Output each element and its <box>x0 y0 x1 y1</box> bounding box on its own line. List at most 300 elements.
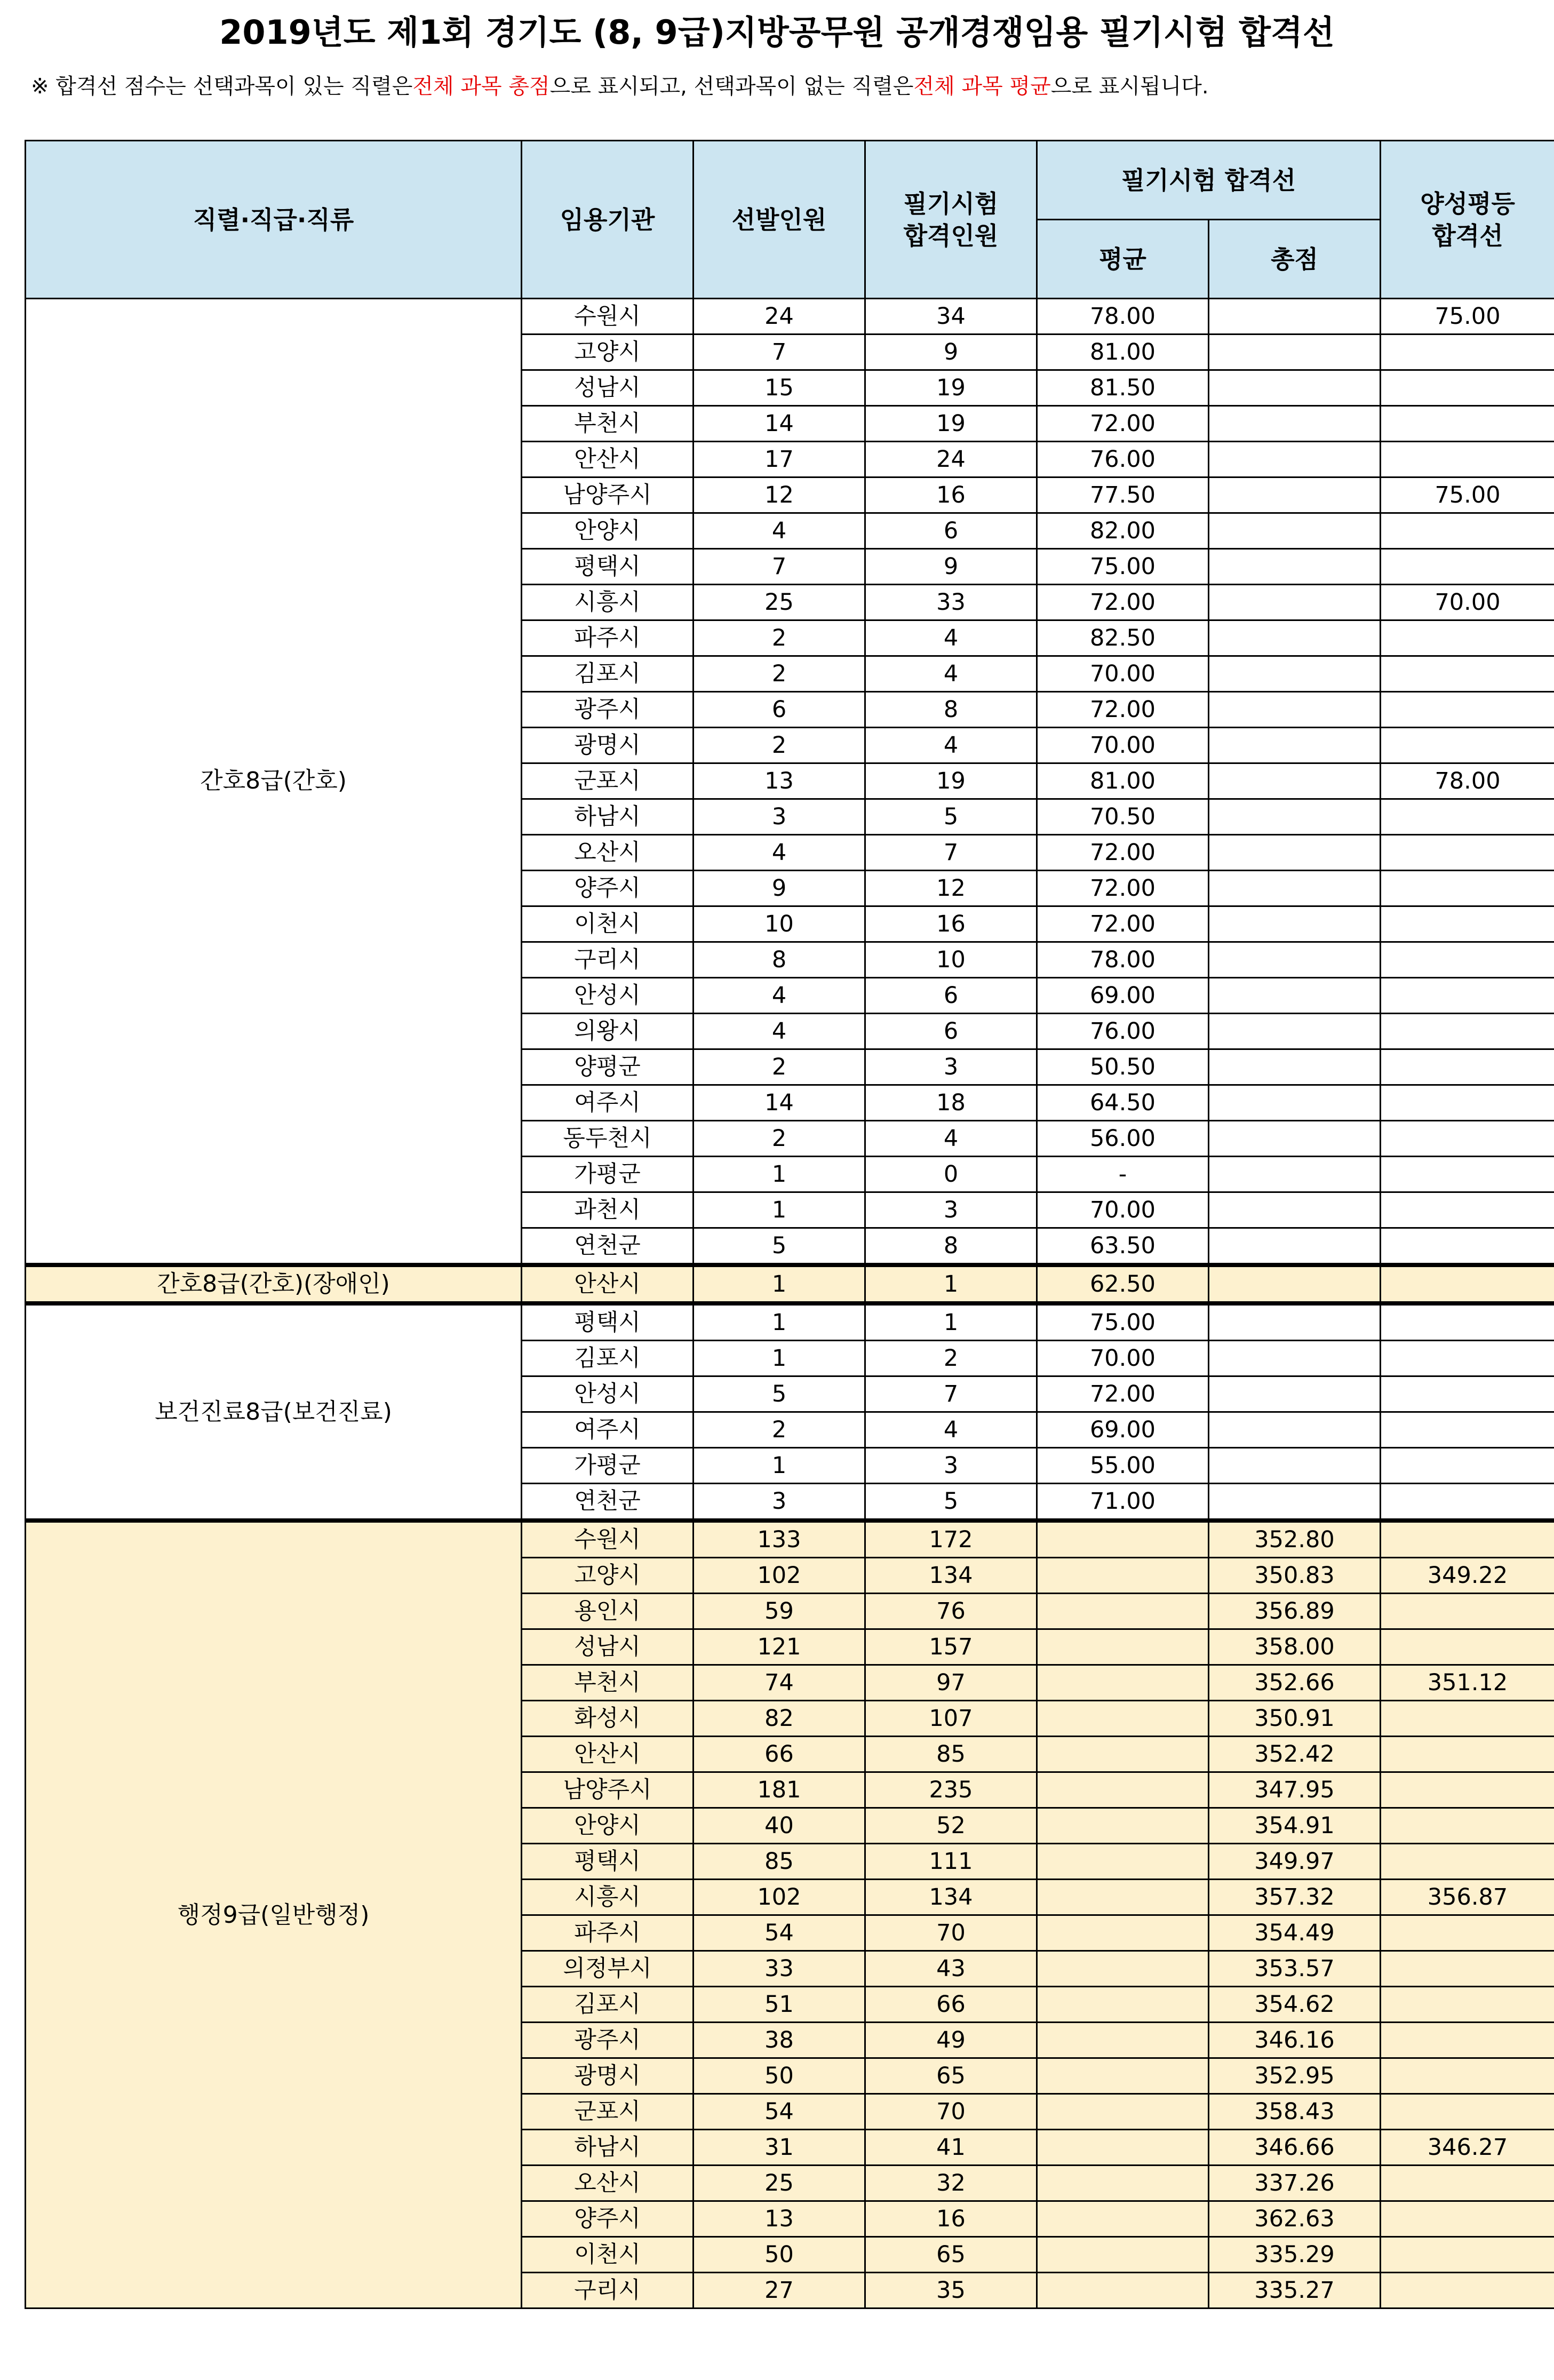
average-cell: 72.00 <box>1037 692 1209 728</box>
passed-cell: 97 <box>865 1665 1037 1701</box>
total-cell: 337.26 <box>1209 2166 1381 2201</box>
passed-cell: 4 <box>865 1412 1037 1448</box>
equality-cell <box>1381 406 1554 442</box>
equality-cell: 78.00 <box>1381 763 1554 799</box>
equality-cell: 349.22 <box>1381 1558 1554 1594</box>
selected-cell: 5 <box>694 1228 865 1265</box>
total-cell: 358.00 <box>1209 1629 1381 1665</box>
agency-cell: 시흥시 <box>522 585 694 620</box>
average-cell: 82.00 <box>1037 513 1209 549</box>
total-cell <box>1209 1484 1381 1521</box>
average-cell: 62.50 <box>1037 1265 1209 1303</box>
header-total: 총점 <box>1209 220 1381 299</box>
average-cell: - <box>1037 1157 1209 1192</box>
passed-cell: 172 <box>865 1521 1037 1558</box>
average-cell <box>1037 1737 1209 1772</box>
agency-cell: 양주시 <box>522 871 694 906</box>
agency-cell: 부천시 <box>522 406 694 442</box>
total-cell: 335.27 <box>1209 2273 1381 2309</box>
passed-cell: 157 <box>865 1629 1037 1665</box>
average-cell <box>1037 1808 1209 1844</box>
position-cell: 간호8급(간호) <box>26 299 522 1265</box>
selected-cell: 1 <box>694 1192 865 1228</box>
equality-cell <box>1381 1737 1554 1772</box>
agency-cell: 안산시 <box>522 1737 694 1772</box>
average-cell: 81.50 <box>1037 370 1209 406</box>
total-cell: 349.97 <box>1209 1844 1381 1880</box>
agency-cell: 성남시 <box>522 1629 694 1665</box>
agency-cell: 연천군 <box>522 1228 694 1265</box>
total-cell <box>1209 1376 1381 1412</box>
average-cell <box>1037 1844 1209 1880</box>
passed-cell: 6 <box>865 1014 1037 1049</box>
total-cell <box>1209 835 1381 871</box>
agency-cell: 이천시 <box>522 906 694 942</box>
header-equality-line2: 합격선 <box>1432 221 1503 250</box>
average-cell: 71.00 <box>1037 1484 1209 1521</box>
selected-cell: 121 <box>694 1629 865 1665</box>
agency-cell: 가평군 <box>522 1448 694 1484</box>
equality-cell <box>1381 335 1554 370</box>
passed-cell: 41 <box>865 2130 1037 2166</box>
passed-cell: 85 <box>865 1737 1037 1772</box>
passed-cell: 8 <box>865 692 1037 728</box>
selected-cell: 51 <box>694 1987 865 2023</box>
average-cell: 72.00 <box>1037 406 1209 442</box>
agency-cell: 안산시 <box>522 442 694 477</box>
total-cell <box>1209 656 1381 692</box>
equality-cell <box>1381 620 1554 656</box>
average-cell <box>1037 1880 1209 1915</box>
total-cell <box>1209 942 1381 978</box>
total-cell <box>1209 978 1381 1014</box>
note-middle: 으로 표시되고, 선택과목이 없는 직렬은 <box>549 74 914 99</box>
passed-cell: 3 <box>865 1192 1037 1228</box>
header-selected: 선발인원 <box>694 141 865 299</box>
header-average: 평균 <box>1037 220 1209 299</box>
average-cell <box>1037 1915 1209 1951</box>
agency-cell: 수원시 <box>522 1521 694 1558</box>
average-cell: 78.00 <box>1037 942 1209 978</box>
table-body <box>26 299 1554 2309</box>
selected-cell: 2 <box>694 1121 865 1157</box>
total-cell <box>1209 1157 1381 1192</box>
average-cell <box>1037 2166 1209 2201</box>
average-cell: 70.00 <box>1037 1192 1209 1228</box>
average-cell <box>1037 1594 1209 1629</box>
selected-cell: 102 <box>694 1880 865 1915</box>
selected-cell: 9 <box>694 871 865 906</box>
passed-cell: 16 <box>865 477 1037 513</box>
equality-cell <box>1381 1521 1554 1558</box>
average-cell <box>1037 1701 1209 1737</box>
table-row <box>26 1265 1554 1303</box>
selected-cell: 4 <box>694 513 865 549</box>
passed-cell: 1 <box>865 1303 1037 1341</box>
equality-cell <box>1381 1594 1554 1629</box>
note-highlight-average: 전체 과목 평균 <box>913 74 1051 99</box>
average-cell <box>1037 1772 1209 1808</box>
agency-cell: 광주시 <box>522 692 694 728</box>
total-cell <box>1209 692 1381 728</box>
selected-cell: 1 <box>694 1341 865 1376</box>
total-cell <box>1209 763 1381 799</box>
equality-cell <box>1381 1915 1554 1951</box>
total-cell <box>1209 1014 1381 1049</box>
agency-cell: 안양시 <box>522 513 694 549</box>
equality-cell <box>1381 1951 1554 1987</box>
agency-cell: 파주시 <box>522 1915 694 1951</box>
equality-cell <box>1381 2273 1554 2309</box>
average-cell: 75.00 <box>1037 549 1209 585</box>
selected-cell: 50 <box>694 2237 865 2273</box>
total-cell: 362.63 <box>1209 2201 1381 2237</box>
passed-cell: 18 <box>865 1085 1037 1121</box>
total-cell <box>1209 513 1381 549</box>
selected-cell: 25 <box>694 2166 865 2201</box>
equality-cell <box>1381 1412 1554 1448</box>
selected-cell: 40 <box>694 1808 865 1844</box>
agency-cell: 고양시 <box>522 1558 694 1594</box>
agency-cell: 여주시 <box>522 1412 694 1448</box>
table-row <box>26 299 1554 335</box>
average-cell: 76.00 <box>1037 442 1209 477</box>
agency-cell: 김포시 <box>522 1987 694 2023</box>
selected-cell: 3 <box>694 799 865 835</box>
equality-cell <box>1381 1448 1554 1484</box>
page-title: 2019년도 제1회 경기도 (8, 9급)지방공무원 공개경쟁임용 필기시험 합격선 <box>219 12 1335 52</box>
total-cell <box>1209 1303 1381 1341</box>
header-position: 직렬·직급·직류 <box>26 141 522 299</box>
total-cell <box>1209 871 1381 906</box>
agency-cell: 광주시 <box>522 2023 694 2058</box>
selected-cell: 2 <box>694 1049 865 1085</box>
selected-cell: 102 <box>694 1558 865 1594</box>
total-cell: 354.91 <box>1209 1808 1381 1844</box>
passed-cell: 2 <box>865 1341 1037 1376</box>
selected-cell: 2 <box>694 728 865 763</box>
total-cell <box>1209 1341 1381 1376</box>
total-cell <box>1209 728 1381 763</box>
total-cell <box>1209 1121 1381 1157</box>
total-cell: 352.95 <box>1209 2058 1381 2094</box>
average-cell: 50.50 <box>1037 1049 1209 1085</box>
agency-cell: 안성시 <box>522 978 694 1014</box>
average-cell: 81.00 <box>1037 763 1209 799</box>
selected-cell: 181 <box>694 1772 865 1808</box>
selected-cell: 54 <box>694 2094 865 2130</box>
selected-cell: 7 <box>694 549 865 585</box>
average-cell: 70.50 <box>1037 799 1209 835</box>
note-highlight-total: 전체 과목 총점 <box>412 74 550 99</box>
selected-cell: 31 <box>694 2130 865 2166</box>
passed-cell: 32 <box>865 2166 1037 2201</box>
selected-cell: 2 <box>694 1412 865 1448</box>
selected-cell: 2 <box>694 620 865 656</box>
passed-cell: 19 <box>865 370 1037 406</box>
average-cell <box>1037 2201 1209 2237</box>
average-cell <box>1037 1558 1209 1594</box>
passed-cell: 4 <box>865 728 1037 763</box>
equality-cell <box>1381 1772 1554 1808</box>
passed-cell: 49 <box>865 2023 1037 2058</box>
agency-cell: 시흥시 <box>522 1880 694 1915</box>
total-cell <box>1209 442 1381 477</box>
passed-cell: 12 <box>865 871 1037 906</box>
average-cell: 69.00 <box>1037 978 1209 1014</box>
agency-cell: 고양시 <box>522 335 694 370</box>
passed-cell: 134 <box>865 1880 1037 1915</box>
passed-cell: 6 <box>865 978 1037 1014</box>
total-cell: 346.16 <box>1209 2023 1381 2058</box>
position-cell: 간호8급(간호)(장애인) <box>26 1265 522 1303</box>
average-cell: 63.50 <box>1037 1228 1209 1265</box>
agency-cell: 과천시 <box>522 1192 694 1228</box>
passed-cell: 3 <box>865 1049 1037 1085</box>
equality-cell <box>1381 2094 1554 2130</box>
header-cutoff-group: 필기시험 합격선 <box>1037 141 1381 220</box>
passed-cell: 76 <box>865 1594 1037 1629</box>
selected-cell: 3 <box>694 1484 865 1521</box>
total-cell: 352.80 <box>1209 1521 1381 1558</box>
average-cell: 55.00 <box>1037 1448 1209 1484</box>
equality-cell <box>1381 1844 1554 1880</box>
equality-cell <box>1381 2058 1554 2094</box>
position-cell: 행정9급(일반행정) <box>26 1521 522 2309</box>
total-cell: 352.42 <box>1209 1737 1381 1772</box>
passed-cell: 3 <box>865 1448 1037 1484</box>
agency-cell: 의왕시 <box>522 1014 694 1049</box>
selected-cell: 38 <box>694 2023 865 2058</box>
passed-cell: 19 <box>865 406 1037 442</box>
total-cell <box>1209 299 1381 335</box>
header-equality-line1: 양성평등 <box>1420 189 1515 218</box>
total-cell <box>1209 620 1381 656</box>
average-cell: 70.00 <box>1037 656 1209 692</box>
total-cell: 335.29 <box>1209 2237 1381 2273</box>
total-cell: 354.49 <box>1209 1915 1381 1951</box>
agency-cell: 용인시 <box>522 1594 694 1629</box>
total-cell: 353.57 <box>1209 1951 1381 1987</box>
selected-cell: 4 <box>694 835 865 871</box>
total-cell <box>1209 585 1381 620</box>
total-cell: 356.89 <box>1209 1594 1381 1629</box>
average-cell: 77.50 <box>1037 477 1209 513</box>
passed-cell: 10 <box>865 942 1037 978</box>
average-cell: 76.00 <box>1037 1014 1209 1049</box>
passed-cell: 70 <box>865 2094 1037 2130</box>
selected-cell: 14 <box>694 406 865 442</box>
header-passed <box>865 141 1037 299</box>
agency-cell: 남양주시 <box>522 477 694 513</box>
passed-cell: 4 <box>865 656 1037 692</box>
equality-cell <box>1381 728 1554 763</box>
equality-cell <box>1381 1376 1554 1412</box>
total-cell <box>1209 1049 1381 1085</box>
total-cell: 347.95 <box>1209 1772 1381 1808</box>
average-cell <box>1037 1521 1209 1558</box>
selected-cell: 66 <box>694 1737 865 1772</box>
equality-cell: 70.00 <box>1381 585 1554 620</box>
equality-cell <box>1381 549 1554 585</box>
selected-cell: 4 <box>694 978 865 1014</box>
equality-cell <box>1381 1303 1554 1341</box>
agency-cell: 오산시 <box>522 2166 694 2201</box>
agency-cell: 의정부시 <box>522 1951 694 1987</box>
selected-cell: 85 <box>694 1844 865 1880</box>
average-cell: 70.00 <box>1037 1341 1209 1376</box>
equality-cell <box>1381 1228 1554 1265</box>
selected-cell: 54 <box>694 1915 865 1951</box>
average-cell: 82.50 <box>1037 620 1209 656</box>
average-cell: 72.00 <box>1037 835 1209 871</box>
equality-cell: 75.00 <box>1381 299 1554 335</box>
average-cell <box>1037 1951 1209 1987</box>
passed-cell: 66 <box>865 1987 1037 2023</box>
equality-cell: 351.12 <box>1381 1665 1554 1701</box>
header-equality <box>1381 141 1554 299</box>
selected-cell: 2 <box>694 656 865 692</box>
passed-cell: 8 <box>865 1228 1037 1265</box>
selected-cell: 15 <box>694 370 865 406</box>
equality-cell <box>1381 978 1554 1014</box>
average-cell: 75.00 <box>1037 1303 1209 1341</box>
average-cell <box>1037 2094 1209 2130</box>
average-cell: 64.50 <box>1037 1085 1209 1121</box>
average-cell: 81.00 <box>1037 335 1209 370</box>
selected-cell: 74 <box>694 1665 865 1701</box>
agency-cell: 안양시 <box>522 1808 694 1844</box>
agency-cell: 남양주시 <box>522 1772 694 1808</box>
equality-cell <box>1381 513 1554 549</box>
average-cell: 69.00 <box>1037 1412 1209 1448</box>
agency-cell: 연천군 <box>522 1484 694 1521</box>
passed-cell: 70 <box>865 1915 1037 1951</box>
agency-cell: 여주시 <box>522 1085 694 1121</box>
total-cell <box>1209 1448 1381 1484</box>
total-cell <box>1209 335 1381 370</box>
agency-cell: 안산시 <box>522 1265 694 1303</box>
passed-cell: 7 <box>865 835 1037 871</box>
equality-cell <box>1381 1085 1554 1121</box>
agency-cell: 하남시 <box>522 2130 694 2166</box>
equality-cell <box>1381 942 1554 978</box>
selected-cell: 82 <box>694 1701 865 1737</box>
average-cell: 72.00 <box>1037 1376 1209 1412</box>
agency-cell: 동두천시 <box>522 1121 694 1157</box>
agency-cell: 수원시 <box>522 299 694 335</box>
selected-cell: 10 <box>694 906 865 942</box>
passed-cell: 5 <box>865 1484 1037 1521</box>
total-cell: 346.66 <box>1209 2130 1381 2166</box>
passed-cell: 65 <box>865 2237 1037 2273</box>
passed-cell: 9 <box>865 335 1037 370</box>
table-row <box>26 1521 1554 1558</box>
selected-cell: 1 <box>694 1265 865 1303</box>
selected-cell: 1 <box>694 1448 865 1484</box>
selected-cell: 1 <box>694 1157 865 1192</box>
selected-cell: 14 <box>694 1085 865 1121</box>
passed-cell: 134 <box>865 1558 1037 1594</box>
total-cell <box>1209 1412 1381 1448</box>
selected-cell: 133 <box>694 1521 865 1558</box>
cutoff-note <box>31 63 1209 106</box>
selected-cell: 27 <box>694 2273 865 2309</box>
agency-cell: 김포시 <box>522 656 694 692</box>
passed-cell: 34 <box>865 299 1037 335</box>
agency-cell: 부천시 <box>522 1665 694 1701</box>
total-cell <box>1209 799 1381 835</box>
total-cell: 354.62 <box>1209 1987 1381 2023</box>
average-cell: 72.00 <box>1037 585 1209 620</box>
equality-cell <box>1381 799 1554 835</box>
average-cell <box>1037 2273 1209 2309</box>
selected-cell: 5 <box>694 1376 865 1412</box>
equality-cell <box>1381 1192 1554 1228</box>
header-passed-line1: 필기시험 <box>903 189 999 218</box>
average-cell <box>1037 2237 1209 2273</box>
equality-cell <box>1381 1265 1554 1303</box>
equality-cell <box>1381 1157 1554 1192</box>
selected-cell: 25 <box>694 585 865 620</box>
equality-cell <box>1381 2201 1554 2237</box>
equality-cell <box>1381 835 1554 871</box>
header-agency: 임용기관 <box>522 141 694 299</box>
passed-cell: 107 <box>865 1701 1037 1737</box>
agency-cell: 군포시 <box>522 2094 694 2130</box>
equality-cell <box>1381 1987 1554 2023</box>
passed-cell: 35 <box>865 2273 1037 2309</box>
equality-cell <box>1381 1049 1554 1085</box>
agency-cell: 화성시 <box>522 1701 694 1737</box>
equality-cell: 356.87 <box>1381 1880 1554 1915</box>
equality-cell <box>1381 871 1554 906</box>
agency-cell: 군포시 <box>522 763 694 799</box>
average-cell: 56.00 <box>1037 1121 1209 1157</box>
average-cell: 78.00 <box>1037 299 1209 335</box>
position-cell: 보건진료8급(보건진료) <box>26 1303 522 1521</box>
selected-cell: 24 <box>694 299 865 335</box>
passed-cell: 1 <box>865 1265 1037 1303</box>
equality-cell <box>1381 2023 1554 2058</box>
equality-cell <box>1381 656 1554 692</box>
note-prefix: ※ 합격선 점수는 선택과목이 있는 직렬은 <box>31 74 413 99</box>
total-cell <box>1209 549 1381 585</box>
agency-cell: 광명시 <box>522 2058 694 2094</box>
equality-cell: 346.27 <box>1381 2130 1554 2166</box>
average-cell <box>1037 2023 1209 2058</box>
total-cell <box>1209 370 1381 406</box>
total-cell: 350.91 <box>1209 1701 1381 1737</box>
header-passed-line2: 합격인원 <box>903 221 999 250</box>
total-cell <box>1209 1192 1381 1228</box>
equality-cell <box>1381 692 1554 728</box>
equality-cell <box>1381 1701 1554 1737</box>
average-cell <box>1037 2058 1209 2094</box>
agency-cell: 구리시 <box>522 2273 694 2309</box>
equality-cell <box>1381 370 1554 406</box>
total-cell <box>1209 1228 1381 1265</box>
equality-cell <box>1381 1629 1554 1665</box>
agency-cell: 안성시 <box>522 1376 694 1412</box>
agency-cell: 평택시 <box>522 549 694 585</box>
passed-cell: 16 <box>865 906 1037 942</box>
selected-cell: 17 <box>694 442 865 477</box>
agency-cell: 하남시 <box>522 799 694 835</box>
selected-cell: 4 <box>694 1014 865 1049</box>
selected-cell: 6 <box>694 692 865 728</box>
equality-cell <box>1381 1121 1554 1157</box>
